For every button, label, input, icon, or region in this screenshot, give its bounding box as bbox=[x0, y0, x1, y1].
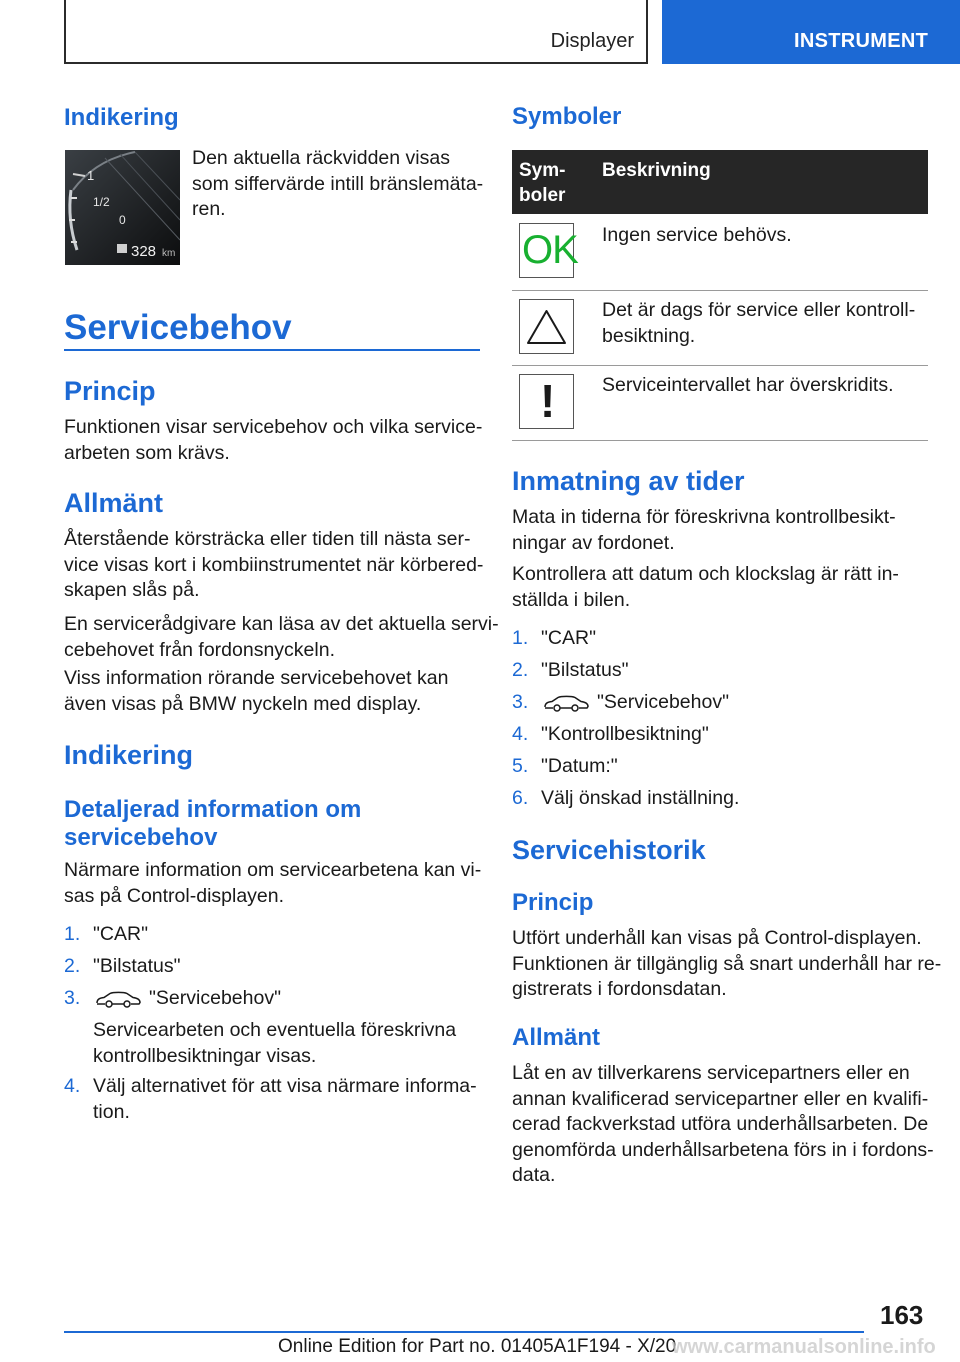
car-icon bbox=[94, 990, 142, 1008]
princip2-heading: Princip bbox=[512, 889, 594, 916]
gauge-range-unit: km bbox=[162, 248, 176, 259]
step-3-note: Servicearbeten och eventuella föreskrivna kontrollbesiktningar visas. bbox=[93, 1019, 457, 1067]
table-row: Det är dags för service eller kontroll- besiktning. bbox=[602, 299, 916, 347]
allmant-paragraph-1: Återstående körsträcka eller tiden till nästa ser- vice visas kort i kombiinstrumentet när körbered- skapen slås på. bbox=[64, 528, 484, 601]
header-chapter-tab bbox=[662, 0, 960, 64]
footer-rule bbox=[64, 1331, 864, 1333]
page-number: 163 bbox=[880, 1300, 924, 1330]
fuel-pump-icon bbox=[117, 244, 127, 253]
fuel-gauge-image bbox=[65, 150, 180, 265]
exclamation-icon: ! bbox=[519, 374, 574, 429]
servicebehov-heading: Servicebehov bbox=[64, 308, 292, 347]
indikering-heading: Indikering bbox=[64, 104, 179, 131]
header-section-label: Displayer bbox=[550, 30, 634, 52]
table-header-description: Beskrivning bbox=[602, 160, 711, 181]
inmatning-paragraph-1: Mata in tiderna för föreskrivna kontrollbesikt- ningar av fordonet. bbox=[512, 506, 896, 554]
indikering2-heading: Indikering bbox=[64, 740, 194, 770]
section-rule bbox=[64, 349, 480, 351]
detaljerad-text: Närmare information om servicearbetena kan vi- sas på Control-displayen. bbox=[64, 859, 482, 907]
table-divider bbox=[512, 365, 928, 366]
detaljerad-heading: Detaljerad information om servicebehov bbox=[64, 796, 362, 851]
footer-watermark: www.carmanualsonline.info bbox=[672, 1336, 936, 1358]
princip2-text: Utfört underhåll kan visas på Control-displayen. Funktionen är tillgänglig så snart underhåll har re- gistrerats i fordonsdatan. bbox=[512, 927, 942, 1000]
symboler-heading: Symboler bbox=[512, 103, 622, 130]
allmant2-text: Låt en av tillverkarens servicepartners eller en annan kvalificerad servicepartner eller en kvalifi- cerad fackverkstad utföra underhållsarbeten. De genomförda underhållsarbetena förs in i fordons- data. bbox=[512, 1062, 934, 1186]
indikering-text: Den aktuella räckvidden visas som siffervärde intill bränslemäta- ren. bbox=[192, 147, 484, 220]
table-row: Serviceintervallet har överskridits. bbox=[602, 374, 894, 396]
allmant2-heading: Allmänt bbox=[512, 1024, 601, 1051]
footer-edition: Online Edition for Part no. 01405A1F194 - X/20 bbox=[278, 1336, 677, 1357]
table-divider bbox=[512, 440, 928, 441]
inmatning-heading: Inmatning av tider bbox=[512, 466, 745, 496]
table-row: Ingen service behövs. bbox=[602, 224, 792, 246]
allmant-heading: Allmänt bbox=[64, 488, 164, 518]
princip-text: Funktionen visar servicebehov och vilka service- arbeten som krävs. bbox=[64, 416, 483, 464]
warning-triangle-icon bbox=[519, 299, 574, 354]
inmatning-paragraph-2: Kontrollera att datum och klockslag är rätt in- ställda i bilen. bbox=[512, 563, 899, 611]
table-header-symbols: Sym- boler bbox=[519, 160, 566, 206]
gauge-range-value: 328 bbox=[131, 243, 157, 260]
allmant-paragraph-3: Viss information rörande servicebehovet kan även visas på BMW nyckeln med display. bbox=[64, 667, 449, 715]
header-section-tab bbox=[64, 0, 648, 64]
table-header bbox=[512, 150, 928, 214]
header-chapter-label: INSTRUMENT bbox=[794, 30, 929, 52]
servicehistorik-heading: Servicehistorik bbox=[512, 835, 706, 865]
table-divider bbox=[512, 290, 928, 291]
car-icon bbox=[542, 694, 590, 712]
gauge-mark-0: 0 bbox=[119, 213, 126, 227]
ok-icon: OK bbox=[519, 223, 574, 278]
allmant-paragraph-2: En servicerådgivare kan läsa av det aktuella servi- cebehovet från fordonsnyckeln. bbox=[64, 613, 499, 661]
princip-heading: Princip bbox=[64, 376, 156, 406]
gauge-mark-half: 1/2 bbox=[93, 195, 110, 209]
gauge-mark-1: 1 bbox=[87, 168, 95, 183]
